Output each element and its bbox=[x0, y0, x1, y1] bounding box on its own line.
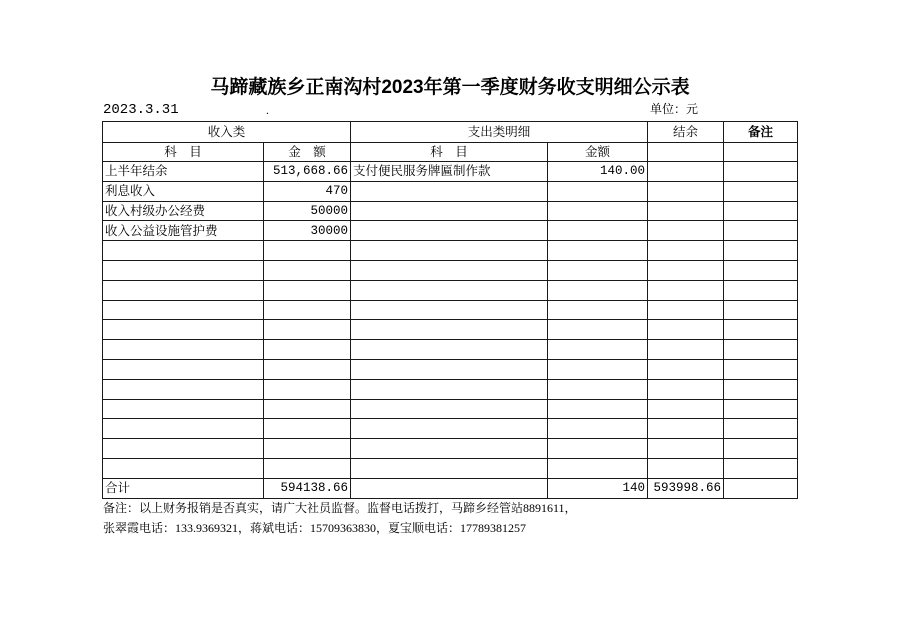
expense-amount-cell bbox=[548, 181, 648, 201]
expense-amount-cell bbox=[548, 221, 648, 241]
balance-cell bbox=[648, 241, 724, 261]
group-header-row bbox=[103, 122, 798, 143]
expense-subject-cell bbox=[351, 300, 548, 320]
table-row bbox=[103, 221, 798, 241]
balance-cell bbox=[648, 340, 724, 360]
table-row bbox=[103, 399, 798, 419]
table-row bbox=[103, 300, 798, 320]
balance-cell bbox=[648, 359, 724, 379]
expense-amount-cell bbox=[548, 241, 648, 261]
income-subject-header: 科 目 bbox=[103, 143, 264, 162]
remarks-cell bbox=[724, 300, 798, 320]
table-row bbox=[103, 320, 798, 340]
table-row bbox=[103, 162, 798, 182]
total-balance: 593998.66 bbox=[648, 478, 724, 498]
income-subject-cell bbox=[103, 280, 264, 300]
balance-cell bbox=[648, 162, 724, 182]
income-subject-cell bbox=[103, 399, 264, 419]
expense-amount-cell bbox=[548, 359, 648, 379]
balance-cell bbox=[648, 439, 724, 459]
table-row bbox=[103, 458, 798, 478]
remarks-cell bbox=[724, 201, 798, 221]
table-row bbox=[103, 340, 798, 360]
income-amount-cell bbox=[264, 300, 351, 320]
table-row bbox=[103, 439, 798, 459]
expense-subject-header: 科 目 bbox=[351, 143, 548, 162]
expense-amount-cell bbox=[548, 458, 648, 478]
table-row bbox=[103, 280, 798, 300]
remarks-cell bbox=[724, 280, 798, 300]
remarks-cell bbox=[724, 221, 798, 241]
income-amount-cell bbox=[264, 419, 351, 439]
expense-amount-cell: 140.00 bbox=[548, 162, 648, 182]
remarks-cell bbox=[724, 379, 798, 399]
remarks-cell bbox=[724, 359, 798, 379]
income-subject-cell bbox=[103, 340, 264, 360]
expense-subject-cell bbox=[351, 221, 548, 241]
income-amount-cell bbox=[264, 379, 351, 399]
remarks-header: 备注 bbox=[724, 122, 798, 143]
income-amount-header: 金 额 bbox=[264, 143, 351, 162]
income-amount-cell: 50000 bbox=[264, 201, 351, 221]
expense-amount-cell bbox=[548, 439, 648, 459]
income-amount-cell bbox=[264, 340, 351, 360]
income-subject-cell bbox=[103, 359, 264, 379]
expense-subject-cell bbox=[351, 320, 548, 340]
income-subject-cell bbox=[103, 439, 264, 459]
income-amount-cell bbox=[264, 280, 351, 300]
expense-subject-cell bbox=[351, 379, 548, 399]
balance-subheader-cell bbox=[648, 143, 724, 162]
total-remarks bbox=[724, 478, 798, 498]
expense-subject-cell bbox=[351, 201, 548, 221]
income-amount-cell bbox=[264, 260, 351, 280]
table-row bbox=[103, 359, 798, 379]
income-subject-cell bbox=[103, 320, 264, 340]
finance-table bbox=[102, 121, 798, 499]
expense-amount-cell bbox=[548, 379, 648, 399]
remarks-cell bbox=[724, 340, 798, 360]
income-subject-cell: 上半年结余 bbox=[103, 162, 264, 182]
income-subject-cell bbox=[103, 241, 264, 261]
total-row bbox=[103, 478, 798, 498]
table-row bbox=[103, 260, 798, 280]
income-subject-cell bbox=[103, 419, 264, 439]
report-date: 2023.3.31 bbox=[103, 102, 179, 118]
income-amount-cell bbox=[264, 439, 351, 459]
remarks-cell bbox=[724, 162, 798, 182]
remarks-cell bbox=[724, 241, 798, 261]
income-subject-cell: 收入公益设施管护费 bbox=[103, 221, 264, 241]
remarks-cell bbox=[724, 399, 798, 419]
balance-cell bbox=[648, 300, 724, 320]
income-amount-cell bbox=[264, 320, 351, 340]
expense-amount-cell bbox=[548, 399, 648, 419]
income-amount-cell: 30000 bbox=[264, 221, 351, 241]
expense-subject-cell: 支付便民服务牌匾制作款 bbox=[351, 162, 548, 182]
income-amount-cell: 470 bbox=[264, 181, 351, 201]
unit-label: 单位：元 bbox=[650, 102, 699, 116]
income-subject-cell: 收入村级办公经费 bbox=[103, 201, 264, 221]
expense-amount-cell bbox=[548, 260, 648, 280]
remarks-subheader-cell bbox=[724, 143, 798, 162]
remarks-cell bbox=[724, 458, 798, 478]
table-row bbox=[103, 419, 798, 439]
income-amount-cell bbox=[264, 241, 351, 261]
expense-amount-cell bbox=[548, 300, 648, 320]
income-subject-cell bbox=[103, 458, 264, 478]
expense-amount-header: 金额 bbox=[548, 143, 648, 162]
total-expense-subject bbox=[351, 478, 548, 498]
table-row bbox=[103, 379, 798, 399]
income-header: 收入类 bbox=[103, 122, 351, 143]
remarks-cell bbox=[724, 320, 798, 340]
remarks-cell bbox=[724, 419, 798, 439]
expense-amount-cell bbox=[548, 320, 648, 340]
expense-subject-cell bbox=[351, 458, 548, 478]
balance-cell bbox=[648, 320, 724, 340]
income-subject-cell bbox=[103, 379, 264, 399]
balance-cell bbox=[648, 399, 724, 419]
expense-amount-cell bbox=[548, 340, 648, 360]
income-amount-cell bbox=[264, 458, 351, 478]
expense-amount-cell bbox=[548, 419, 648, 439]
expense-subject-cell bbox=[351, 419, 548, 439]
table-row bbox=[103, 181, 798, 201]
footer-contacts: 张翠霞电话：133.9369321，蒋斌电话：15709363830，夏宝顺电话：17789381257 bbox=[103, 521, 527, 535]
balance-cell bbox=[648, 458, 724, 478]
remarks-cell bbox=[724, 260, 798, 280]
balance-cell bbox=[648, 201, 724, 221]
remarks-cell bbox=[724, 181, 798, 201]
balance-cell bbox=[648, 181, 724, 201]
income-subject-cell bbox=[103, 260, 264, 280]
table-row bbox=[103, 201, 798, 221]
expense-subject-cell bbox=[351, 260, 548, 280]
expense-subject-cell bbox=[351, 280, 548, 300]
expense-amount-cell bbox=[548, 201, 648, 221]
income-subject-cell: 利息收入 bbox=[103, 181, 264, 201]
balance-cell bbox=[648, 260, 724, 280]
expense-header: 支出类明细 bbox=[351, 122, 648, 143]
expense-subject-cell bbox=[351, 340, 548, 360]
expense-subject-cell bbox=[351, 359, 548, 379]
income-amount-cell bbox=[264, 399, 351, 419]
balance-header: 结余 bbox=[648, 122, 724, 143]
column-header-row bbox=[103, 143, 798, 162]
expense-subject-cell bbox=[351, 439, 548, 459]
total-expense-amount: 140 bbox=[548, 478, 648, 498]
income-amount-cell bbox=[264, 359, 351, 379]
balance-cell bbox=[648, 379, 724, 399]
total-label: 合计 bbox=[103, 478, 264, 498]
footer-note: 备注：以上财务报销是否真实，请广大社员监督。监督电话拨打，马蹄乡经管站8891611， bbox=[103, 501, 577, 515]
expense-subject-cell bbox=[351, 181, 548, 201]
income-subject-cell bbox=[103, 300, 264, 320]
balance-cell bbox=[648, 419, 724, 439]
expense-amount-cell bbox=[548, 280, 648, 300]
finance-table-body bbox=[103, 122, 798, 499]
balance-cell bbox=[648, 221, 724, 241]
balance-cell bbox=[648, 280, 724, 300]
table-row bbox=[103, 241, 798, 261]
date-dot-mark: . bbox=[266, 103, 269, 117]
expense-subject-cell bbox=[351, 241, 548, 261]
total-income-amount: 594138.66 bbox=[264, 478, 351, 498]
page-title: 马蹄藏族乡正南沟村2023年第一季度财务收支明细公示表 bbox=[210, 77, 690, 98]
remarks-cell bbox=[724, 439, 798, 459]
income-amount-cell: 513,668.66 bbox=[264, 162, 351, 182]
expense-subject-cell bbox=[351, 399, 548, 419]
